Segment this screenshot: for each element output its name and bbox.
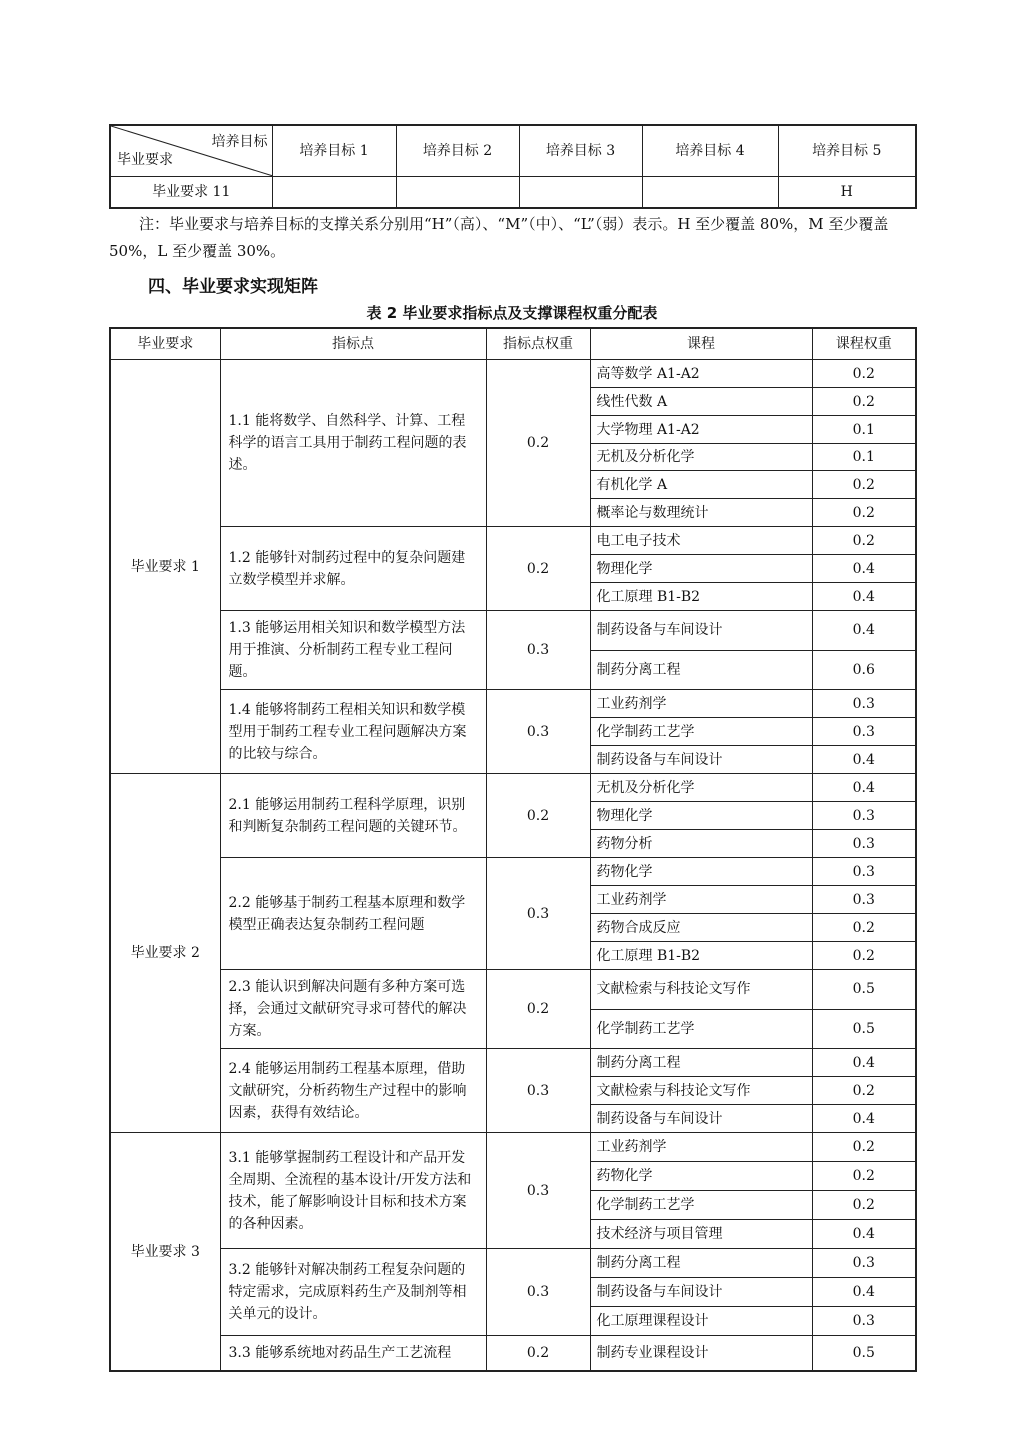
course-row xyxy=(110,360,916,388)
course-weight-cell: 0.2 xyxy=(812,388,916,416)
course-weight-cell: 0.4 xyxy=(812,774,916,802)
course-weight-cell: 0.3 xyxy=(812,830,916,858)
course-name-cell: 制药设备与车间设计 xyxy=(590,746,812,774)
course-weight-cell: 0.3 xyxy=(812,802,916,830)
indicator-cell: 2.4 能够运用制药工程基本原理，借助文献研究，分析药物生产过程中的影响因素，获得有效结论。 xyxy=(220,1049,486,1133)
course-weight-cell: 0.3 xyxy=(812,886,916,914)
indicator-cell: 1.1 能将数学、自然科学、计算、工程科学的语言工具用于制药工程问题的表述。 xyxy=(220,360,486,527)
course-weight-cell: 0.5 xyxy=(812,970,916,1010)
requirement-cell: 毕业要求 1 xyxy=(110,360,220,774)
course-name-cell: 物理化学 xyxy=(590,555,812,583)
course-row xyxy=(110,1049,916,1077)
objective-header: 培养目标 2 xyxy=(396,125,519,177)
course-name-cell: 制药设备与车间设计 xyxy=(590,1105,812,1133)
course-name-cell: 制药设备与车间设计 xyxy=(590,611,812,651)
indicator-weight-cell: 0.2 xyxy=(486,527,590,611)
diagonal-header-cell xyxy=(110,125,272,177)
course-name-cell: 药物化学 xyxy=(590,1162,812,1191)
indicator-weight-cell: 0.2 xyxy=(486,1336,590,1372)
course-weight-cell: 0.2 xyxy=(812,499,916,527)
course-weight-cell: 0.2 xyxy=(812,942,916,970)
course-name-cell: 物理化学 xyxy=(590,802,812,830)
course-name-cell: 无机及分析化学 xyxy=(590,444,812,471)
course-name-cell: 化工原理课程设计 xyxy=(590,1307,812,1336)
course-weight-cell: 0.4 xyxy=(812,1220,916,1249)
indicator-cell: 2.3 能认识到解决问题有多种方案可选择，会通过文献研究寻求可替代的解决方案。 xyxy=(220,970,486,1049)
course-name-cell: 药物化学 xyxy=(590,858,812,886)
course-weight-cell: 0.5 xyxy=(812,1009,916,1049)
corner-top-label: 培养目标 xyxy=(211,134,268,150)
support-cell xyxy=(272,177,396,209)
objective-header: 培养目标 3 xyxy=(519,125,642,177)
objectives-matrix-table xyxy=(109,124,917,209)
course-name-cell: 药物合成反应 xyxy=(590,914,812,942)
requirements-matrix-body xyxy=(110,328,916,1371)
indicator-weight-cell: 0.3 xyxy=(486,690,590,774)
support-cell xyxy=(519,177,642,209)
course-row xyxy=(110,858,916,886)
indicator-cell: 3.3 能够系统地对药品生产工艺流程 xyxy=(220,1336,486,1372)
course-name-cell: 概率论与数理统计 xyxy=(590,499,812,527)
header-course: 课程 xyxy=(590,328,812,360)
course-name-cell: 制药专业课程设计 xyxy=(590,1336,812,1372)
course-weight-cell: 0.4 xyxy=(812,611,916,651)
support-cell: H xyxy=(778,177,916,209)
course-name-cell: 有机化学 A xyxy=(590,471,812,499)
course-row xyxy=(110,1336,916,1372)
course-weight-cell: 0.2 xyxy=(812,471,916,499)
course-weight-cell: 0.3 xyxy=(812,858,916,886)
course-weight-cell: 0.2 xyxy=(812,1162,916,1191)
course-weight-cell: 0.2 xyxy=(812,1077,916,1105)
indicator-weight-cell: 0.3 xyxy=(486,1049,590,1133)
support-cell xyxy=(642,177,778,209)
course-weight-cell: 0.2 xyxy=(812,360,916,388)
course-name-cell: 化学制药工艺学 xyxy=(590,1191,812,1220)
objective-header: 培养目标 1 xyxy=(272,125,396,177)
objective-header: 培养目标 4 xyxy=(642,125,778,177)
course-name-cell: 制药分离工程 xyxy=(590,650,812,690)
requirement-cell: 毕业要求 2 xyxy=(110,774,220,1133)
course-weight-cell: 0.1 xyxy=(812,416,916,444)
course-weight-cell: 0.2 xyxy=(812,527,916,555)
course-name-cell: 制药设备与车间设计 xyxy=(590,1278,812,1307)
course-name-cell: 工业药剂学 xyxy=(590,1133,812,1162)
indicator-weight-cell: 0.2 xyxy=(486,774,590,858)
course-weight-cell: 0.2 xyxy=(812,1133,916,1162)
table-note: 注：毕业要求与培养目标的支撑关系分别用“H”（高）、“M”（中）、“L”（弱）表示。H 至少覆盖 80%，M 至少覆盖 50%，L 至少覆盖 30%。 xyxy=(109,215,889,260)
table2-header-row xyxy=(110,328,916,360)
course-name-cell: 工业药剂学 xyxy=(590,690,812,718)
course-row xyxy=(110,611,916,651)
course-name-cell: 高等数学 A1-A2 xyxy=(590,360,812,388)
course-name-cell: 药物分析 xyxy=(590,830,812,858)
course-name-cell: 化学制药工艺学 xyxy=(590,1009,812,1049)
header-course-weight: 课程权重 xyxy=(812,328,916,360)
course-weight-cell: 0.4 xyxy=(812,1105,916,1133)
course-name-cell: 文献检索与科技论文写作 xyxy=(590,970,812,1010)
indicator-weight-cell: 0.3 xyxy=(486,1249,590,1336)
course-weight-cell: 0.4 xyxy=(812,746,916,774)
indicator-weight-cell: 0.3 xyxy=(486,611,590,690)
course-name-cell: 文献检索与科技论文写作 xyxy=(590,1077,812,1105)
course-weight-cell: 0.1 xyxy=(812,444,916,471)
course-row xyxy=(110,1133,916,1162)
course-row xyxy=(110,774,916,802)
course-name-cell: 无机及分析化学 xyxy=(590,774,812,802)
course-name-cell: 电工电子技术 xyxy=(590,527,812,555)
course-weight-cell: 0.4 xyxy=(812,555,916,583)
row-label: 毕业要求 11 xyxy=(110,177,272,209)
objective-header: 培养目标 5 xyxy=(778,125,916,177)
corner-bottom-label: 毕业要求 xyxy=(117,152,173,168)
course-weight-cell: 0.6 xyxy=(812,650,916,690)
course-name-cell: 制药分离工程 xyxy=(590,1049,812,1077)
table1-row xyxy=(110,177,916,209)
indicator-cell: 1.2 能够针对制药过程中的复杂问题建立数学模型并求解。 xyxy=(220,527,486,611)
indicator-cell: 3.1 能够掌握制药工程设计和产品开发全周期、全流程的基本设计/开发方法和技术，能了解影响设计目标和技术方案的各种因素。 xyxy=(220,1133,486,1249)
section-heading: 四、毕业要求实现矩阵 xyxy=(148,277,318,297)
course-weight-cell: 0.2 xyxy=(812,914,916,942)
requirement-cell: 毕业要求 3 xyxy=(110,1133,220,1372)
course-row xyxy=(110,970,916,1010)
course-weight-cell: 0.4 xyxy=(812,1278,916,1307)
course-name-cell: 化工原理 B1-B2 xyxy=(590,942,812,970)
indicator-cell: 2.2 能够基于制药工程基本原理和数学模型正确表达复杂制药工程问题 xyxy=(220,858,486,970)
table1-header-row xyxy=(110,125,916,177)
course-name-cell: 制药分离工程 xyxy=(590,1249,812,1278)
course-row xyxy=(110,527,916,555)
course-name-cell: 工业药剂学 xyxy=(590,886,812,914)
indicator-cell: 2.1 能够运用制药工程科学原理，识别和判断复杂制药工程问题的关键环节。 xyxy=(220,774,486,858)
indicator-cell: 1.3 能够运用相关知识和数学模型方法用于推演、分析制药工程专业工程问题。 xyxy=(220,611,486,690)
course-name-cell: 化工原理 B1-B2 xyxy=(590,583,812,611)
support-cell xyxy=(396,177,519,209)
requirements-matrix-table xyxy=(109,327,917,1372)
course-weight-cell: 0.4 xyxy=(812,583,916,611)
course-weight-cell: 0.3 xyxy=(812,718,916,746)
indicator-cell: 3.2 能够针对解决制药工程复杂问题的特定需求，完成原料药生产及制剂等相关单元的设计。 xyxy=(220,1249,486,1336)
course-name-cell: 技术经济与项目管理 xyxy=(590,1220,812,1249)
course-weight-cell: 0.3 xyxy=(812,690,916,718)
header-requirement: 毕业要求 xyxy=(110,328,220,360)
course-weight-cell: 0.3 xyxy=(812,1249,916,1278)
indicator-weight-cell: 0.3 xyxy=(486,1133,590,1249)
header-indicator-weight: 指标点权重 xyxy=(486,328,590,360)
course-name-cell: 大学物理 A1-A2 xyxy=(590,416,812,444)
course-name-cell: 化学制药工艺学 xyxy=(590,718,812,746)
header-indicator: 指标点 xyxy=(220,328,486,360)
indicator-cell: 1.4 能够将制药工程相关知识和数学模型用于制药工程专业工程问题解决方案的比较与综合。 xyxy=(220,690,486,774)
course-weight-cell: 0.2 xyxy=(812,1191,916,1220)
indicator-weight-cell: 0.3 xyxy=(486,858,590,970)
course-weight-cell: 0.3 xyxy=(812,1307,916,1336)
course-row xyxy=(110,1249,916,1278)
course-row xyxy=(110,690,916,718)
course-weight-cell: 0.5 xyxy=(812,1336,916,1372)
indicator-weight-cell: 0.2 xyxy=(486,970,590,1049)
course-name-cell: 线性代数 A xyxy=(590,388,812,416)
indicator-weight-cell: 0.2 xyxy=(486,360,590,527)
table-caption: 表 2 毕业要求指标点及支撑课程权重分配表 xyxy=(366,304,658,322)
course-weight-cell: 0.4 xyxy=(812,1049,916,1077)
